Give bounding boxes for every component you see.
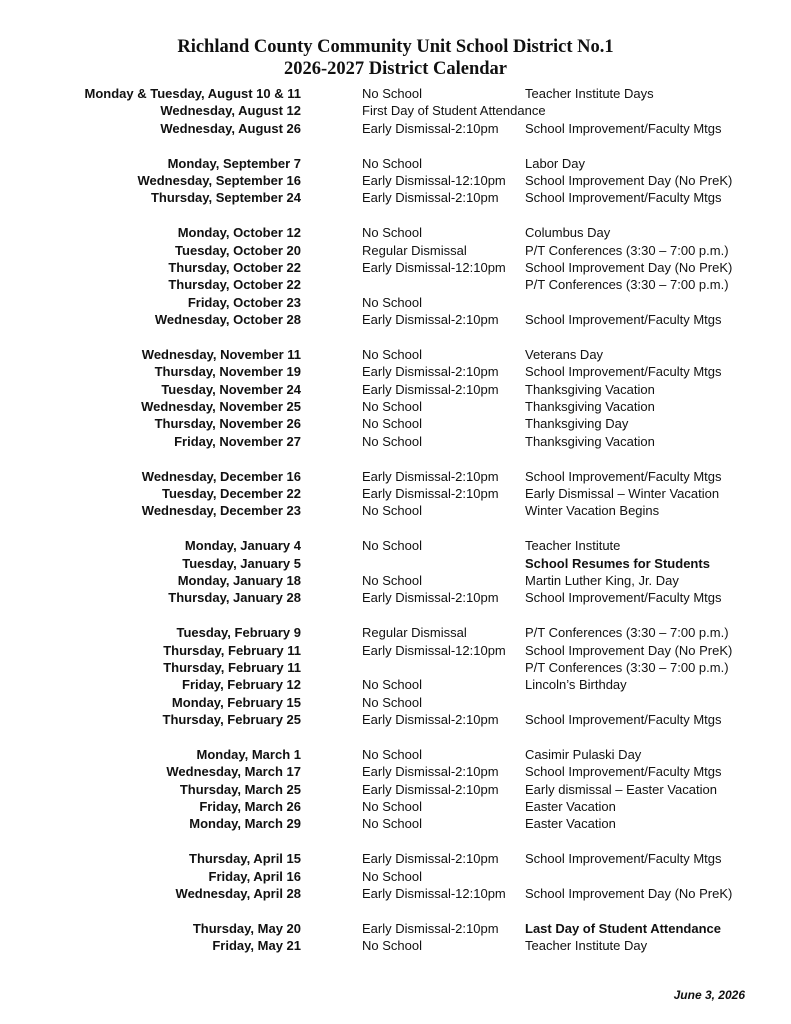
event-status: Early Dismissal-2:10pm [362, 712, 499, 728]
event-note: Teacher Institute Day [525, 938, 648, 954]
event-status: No School [362, 346, 422, 362]
event-status: Regular Dismissal [362, 242, 467, 258]
event-date: Wednesday, August 26 [160, 120, 301, 136]
document-title: Richland County Community Unit School District No.1 [177, 37, 614, 57]
event-note: Thanksgiving Vacation [525, 433, 655, 449]
event-date: Wednesday, November 11 [141, 346, 301, 362]
event-note: Martin Luther King, Jr. Day [525, 572, 679, 588]
event-date: Wednesday, April 28 [175, 885, 301, 901]
event-status: Early Dismissal-2:10pm [362, 468, 499, 484]
calendar-event-list [0, 85, 791, 955]
event-status: Early Dismissal-2:10pm [362, 590, 499, 606]
calendar-event-row [0, 798, 791, 815]
revision-date: June 3, 2026 [673, 988, 745, 1002]
event-note: School Improvement/Faculty Mtgs [525, 190, 722, 206]
event-note: Last Day of Student Attendance [525, 920, 721, 936]
event-status: No School [362, 694, 422, 710]
calendar-event-row [0, 294, 791, 311]
calendar-event-row [0, 363, 791, 380]
event-status: Early Dismissal-12:10pm [362, 259, 506, 275]
event-status: Early Dismissal-2:10pm [362, 920, 499, 936]
event-note: School Improvement Day (No PreK) [525, 642, 733, 658]
event-date: Tuesday, December 22 [162, 485, 301, 501]
calendar-event-row [0, 537, 791, 554]
event-note: Veterans Day [525, 346, 604, 362]
event-date: Thursday, February 11 [163, 642, 301, 658]
calendar-event-row [0, 815, 791, 832]
event-date: Thursday, November 19 [154, 364, 301, 380]
calendar-event-row [0, 85, 791, 102]
event-status: No School [362, 816, 422, 832]
event-date: Thursday, May 20 [192, 920, 301, 936]
event-date: Wednesday, October 28 [154, 312, 301, 328]
event-status: No School [362, 399, 422, 415]
event-note: School Improvement/Faculty Mtgs [525, 468, 722, 484]
event-status: No School [362, 677, 422, 693]
calendar-event-row [0, 920, 791, 937]
event-date: Wednesday, December 16 [141, 468, 301, 484]
calendar-event-row [0, 694, 791, 711]
calendar-event-row [0, 433, 791, 450]
event-date: Tuesday, November 24 [161, 381, 301, 397]
event-date: Wednesday, March 17 [166, 764, 301, 780]
event-note: School Improvement/Faculty Mtgs [525, 764, 722, 780]
event-note: School Improvement/Faculty Mtgs [525, 851, 722, 867]
calendar-event-row [0, 468, 791, 485]
calendar-event-row [0, 676, 791, 693]
event-status: Early Dismissal-12:10pm [362, 642, 506, 658]
event-note: Teacher Institute Days [525, 86, 654, 101]
event-status: Regular Dismissal [362, 625, 467, 641]
event-note: Teacher Institute [525, 538, 621, 554]
event-note: Columbus Day [525, 225, 611, 241]
calendar-event-row [0, 659, 791, 676]
event-date: Monday, September 7 [167, 155, 301, 171]
event-date: Tuesday, February 9 [176, 625, 301, 641]
calendar-event-row [0, 311, 791, 328]
event-status: Early Dismissal-2:10pm [362, 764, 499, 780]
calendar-event-row [0, 868, 791, 885]
event-date: Friday, February 12 [182, 677, 301, 693]
event-date: Thursday, January 28 [168, 590, 301, 606]
calendar-event-row [0, 589, 791, 606]
event-status: Early Dismissal-12:10pm [362, 885, 506, 901]
event-date: Friday, May 21 [212, 938, 301, 954]
event-status: No School [362, 433, 422, 449]
calendar-event-row [0, 937, 791, 954]
event-date: Monday, March 1 [196, 746, 301, 762]
event-status: Early Dismissal-2:10pm [362, 312, 499, 328]
event-date: Thursday, October 22 [168, 259, 301, 275]
calendar-event-row [0, 415, 791, 432]
calendar-event-row [0, 850, 791, 867]
event-note: School Improvement/Faculty Mtgs [525, 712, 722, 728]
event-status: No School [362, 294, 422, 310]
calendar-event-row [0, 259, 791, 276]
event-note: P/T Conferences (3:30 – 7:00 p.m.) [525, 625, 729, 641]
event-date: Thursday, October 22 [168, 277, 301, 293]
event-date: Thursday, February 25 [162, 712, 301, 728]
calendar-event-row [0, 763, 791, 780]
event-date: Thursday, March 25 [179, 781, 301, 797]
event-status: No School [362, 86, 422, 101]
event-date: Thursday, September 24 [150, 190, 301, 206]
event-note: Easter Vacation [525, 816, 616, 832]
event-note: School Improvement Day (No PreK) [525, 259, 733, 275]
event-date: Friday, April 16 [208, 868, 301, 884]
event-date: Wednesday, September 16 [137, 172, 301, 188]
calendar-event-row [0, 120, 791, 137]
calendar-event-row [0, 624, 791, 641]
event-status: No School [362, 572, 422, 588]
event-note: School Improvement/Faculty Mtgs [525, 312, 722, 328]
event-date: Monday, February 15 [171, 694, 301, 710]
event-date: Tuesday, October 20 [175, 242, 301, 258]
event-status: No School [362, 416, 422, 432]
calendar-event-row [0, 381, 791, 398]
calendar-event-row [0, 346, 791, 363]
calendar-event-row [0, 224, 791, 241]
calendar-event-row [0, 572, 791, 589]
event-note: Winter Vacation Begins [525, 503, 660, 519]
event-date: Thursday, February 11 [163, 659, 301, 675]
event-date: Monday & Tuesday, August 10 & 11 [84, 86, 301, 101]
event-note: Early dismissal – Easter Vacation [525, 781, 717, 797]
calendar-event-row [0, 398, 791, 415]
event-status: No School [362, 503, 422, 519]
event-note: School Improvement Day (No PreK) [525, 172, 733, 188]
event-date: Wednesday, December 23 [141, 503, 301, 519]
event-date: Thursday, November 26 [154, 416, 301, 432]
calendar-event-row [0, 502, 791, 519]
event-status: Early Dismissal-2:10pm [362, 120, 499, 136]
event-date: Wednesday, August 12 [160, 103, 301, 119]
event-status: Early Dismissal-2:10pm [362, 190, 499, 206]
event-status: No School [362, 868, 422, 884]
event-status: No School [362, 538, 422, 554]
calendar-event-row [0, 885, 791, 902]
event-note: Thanksgiving Vacation [525, 399, 655, 415]
event-date: Monday, January 4 [184, 538, 301, 554]
event-note: Early Dismissal – Winter Vacation [525, 485, 720, 501]
event-note: School Improvement/Faculty Mtgs [525, 120, 722, 136]
event-note: Thanksgiving Day [525, 416, 629, 432]
event-note: School Improvement Day (No PreK) [525, 885, 733, 901]
calendar-event-row [0, 276, 791, 293]
event-note: P/T Conferences (3:30 – 7:00 p.m.) [525, 277, 729, 293]
event-status: No School [362, 799, 422, 815]
event-status: Early Dismissal-2:10pm [362, 485, 499, 501]
calendar-event-row [0, 781, 791, 798]
event-note: School Improvement/Faculty Mtgs [525, 364, 722, 380]
event-status: Early Dismissal-2:10pm [362, 781, 499, 797]
calendar-event-row [0, 555, 791, 572]
event-status: No School [362, 938, 422, 954]
calendar-event-row [0, 746, 791, 763]
event-note: Thanksgiving Vacation [525, 381, 655, 397]
event-date: Friday, October 23 [187, 294, 301, 310]
event-note: P/T Conferences (3:30 – 7:00 p.m.) [525, 659, 729, 675]
event-date: Wednesday, November 25 [141, 399, 301, 415]
event-date: Friday, March 26 [199, 799, 301, 815]
event-date: Friday, November 27 [174, 433, 301, 449]
event-status: Early Dismissal-2:10pm [362, 851, 499, 867]
event-note: School Resumes for Students [525, 555, 710, 571]
event-status: No School [362, 746, 422, 762]
event-status: No School [362, 155, 422, 171]
event-date: Monday, January 18 [177, 572, 301, 588]
event-note: Lincoln’s Birthday [525, 677, 627, 693]
event-date: Monday, October 12 [177, 225, 301, 241]
event-date: Tuesday, January 5 [182, 555, 301, 571]
calendar-event-row [0, 155, 791, 172]
event-note: P/T Conferences (3:30 – 7:00 p.m.) [525, 242, 729, 258]
calendar-event-row [0, 242, 791, 259]
calendar-event-row [0, 485, 791, 502]
event-status: Early Dismissal-2:10pm [362, 381, 499, 397]
calendar-event-row [0, 642, 791, 659]
event-status: First Day of Student Attendance [362, 103, 546, 119]
calendar-event-row [0, 102, 791, 119]
event-status: Early Dismissal-2:10pm [362, 364, 499, 380]
event-date: Thursday, April 15 [189, 851, 301, 867]
event-date: Monday, March 29 [189, 816, 301, 832]
event-note: School Improvement/Faculty Mtgs [525, 590, 722, 606]
event-note: Labor Day [525, 155, 585, 171]
calendar-event-row [0, 711, 791, 728]
event-note: Easter Vacation [525, 799, 616, 815]
event-status: Early Dismissal-12:10pm [362, 172, 506, 188]
event-status: No School [362, 225, 422, 241]
event-note: Casimir Pulaski Day [525, 746, 642, 762]
calendar-event-row [0, 189, 791, 206]
calendar-event-row [0, 172, 791, 189]
document-subtitle: 2026-2027 District Calendar [284, 59, 507, 79]
